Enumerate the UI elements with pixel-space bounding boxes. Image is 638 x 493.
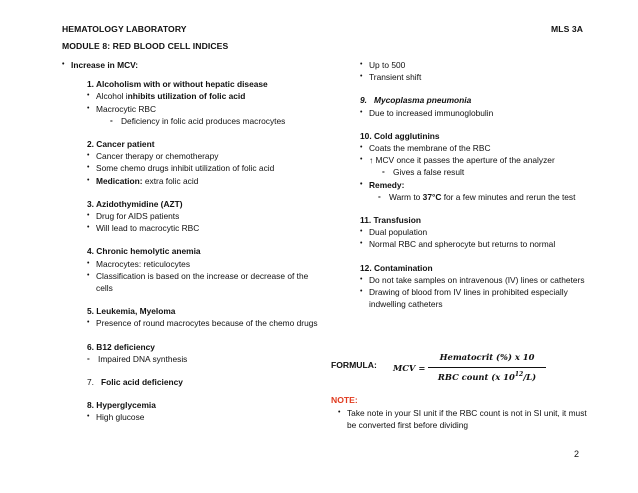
denominator-unit: /L) (523, 371, 537, 382)
s2-bullet-3-text: extra folic acid (142, 175, 199, 186)
s2-bullet-3 (87, 175, 327, 187)
s1-bullet-2: • Macrocytic RBC (87, 103, 327, 115)
section-3-title: 3. Azidothymidine (AZT) (87, 198, 183, 209)
s9-number: 9. (360, 95, 367, 106)
page-number: 2 (574, 449, 580, 459)
denominator-exponent: 12 (514, 371, 524, 378)
top-bullet-1: • Up to 500 (360, 59, 590, 71)
s10-dash-1: - Gives a false result (382, 166, 590, 178)
s1-bullet-1 (87, 90, 327, 102)
note-body: • Take note in your SI unit if the RBC count is not in SI unit, it must be converted first before dividing (338, 407, 597, 431)
s4-bullet-1: • Macrocytes: reticulocytes (87, 258, 327, 270)
s12-bullet-1: • Do not take samples on intravenous (IV) lines or catheters (360, 274, 590, 286)
s2-bullet-3-bold: Medication: (96, 175, 143, 186)
s11-bullet-2: • Normal RBC and spherocyte but returns to normal (360, 238, 590, 250)
s2-bullet-1: • Cancer therapy or chemotherapy (87, 150, 327, 162)
s5-bullet-1: • Presence of round macrocytes because of the chemo drugs (87, 317, 327, 329)
section-8-title: 8. Hyperglycemia (87, 400, 156, 411)
s10-bullet-1: • Coats the membrane of the RBC (360, 142, 590, 154)
left-column (62, 59, 327, 424)
section-2-title: 2. Cancer patient (87, 139, 155, 150)
section-7-title (87, 376, 327, 388)
section-1-title: 1. Alcoholism with or without hepatic disease (87, 79, 268, 90)
s9-bullet-1: • Due to increased immunoglobulin (360, 107, 590, 119)
s10-bullet-3: • Remedy: (360, 179, 590, 191)
s10-dash-2-text: Warm to (389, 191, 423, 202)
top-bullet-2: • Transient shift (360, 71, 590, 83)
s1-dash-1: - Deficiency in folic acid produces macrocytes (110, 115, 327, 127)
section-11-title: 11. Transfusion (360, 215, 421, 226)
s8-bullet-1: • High glucose (87, 411, 327, 423)
header-lab-title: HEMATOLOGY LABORATORY (62, 24, 187, 34)
s10-dash-2 (378, 191, 590, 203)
s10-bullet-2: • ↑ MCV once it passes the aperture of the analyzer (360, 154, 590, 166)
s7-title-text: Folic acid deficiency (100, 377, 183, 388)
header-course-code: MLS 3A (551, 24, 584, 34)
section-6-title: 6. B12 deficiency (87, 341, 155, 352)
right-column (360, 59, 590, 310)
s2-bullet-2: • Some chemo drugs inhibit utilization of folic acid (87, 162, 327, 174)
s11-bullet-1: • Dual population (360, 226, 590, 238)
formula-label: FORMULA: (331, 360, 377, 370)
main-bullet: • Increase in MCV: (62, 59, 327, 71)
s7-number: 7. (87, 377, 94, 388)
header-module-title: MODULE 8: RED BLOOD CELL INDICES (62, 41, 229, 51)
s6-dash-1: - Impaired DNA synthesis (87, 353, 327, 365)
section-10-title: 10. Cold agglutinins (360, 130, 440, 141)
s9-title-text: Mycoplasma pneumonia (373, 95, 472, 106)
note-title: NOTE: (331, 395, 358, 405)
section-5-title: 5. Leukemia, Myeloma (87, 306, 176, 317)
section-12-title: 12. Contamination (360, 262, 433, 273)
s10-dash-2-rest: for a few minutes and rerun the test (441, 191, 576, 202)
s3-bullet-2: • Will lead to macrocytic RBC (87, 222, 327, 234)
s1-bullet-1-text: Alcohol i (96, 91, 128, 102)
mcv-formula (393, 352, 543, 386)
s1-bullet-1-bold: nhibits utilization of folic acid (127, 91, 246, 102)
denominator-text: RBC count (x 10 (437, 371, 515, 382)
formula-lhs: MCV = (393, 363, 426, 373)
section-4-title: 4. Chronic hemolytic anemia (87, 246, 201, 257)
formula-denominator (428, 371, 546, 382)
fraction-bar (428, 367, 546, 368)
s12-bullet-2: • Drawing of blood from IV lines in prohibited especially indwelling catheters (360, 286, 590, 310)
s3-bullet-1: • Drug for AIDS patients (87, 210, 327, 222)
section-9-title (360, 94, 590, 106)
s4-bullet-2: • Classification is based on the increase or decrease of the cells (87, 270, 327, 294)
s10-dash-2-bold: 37°C (422, 191, 442, 202)
formula-numerator: Hematocrit (%) x 10 (439, 352, 535, 362)
